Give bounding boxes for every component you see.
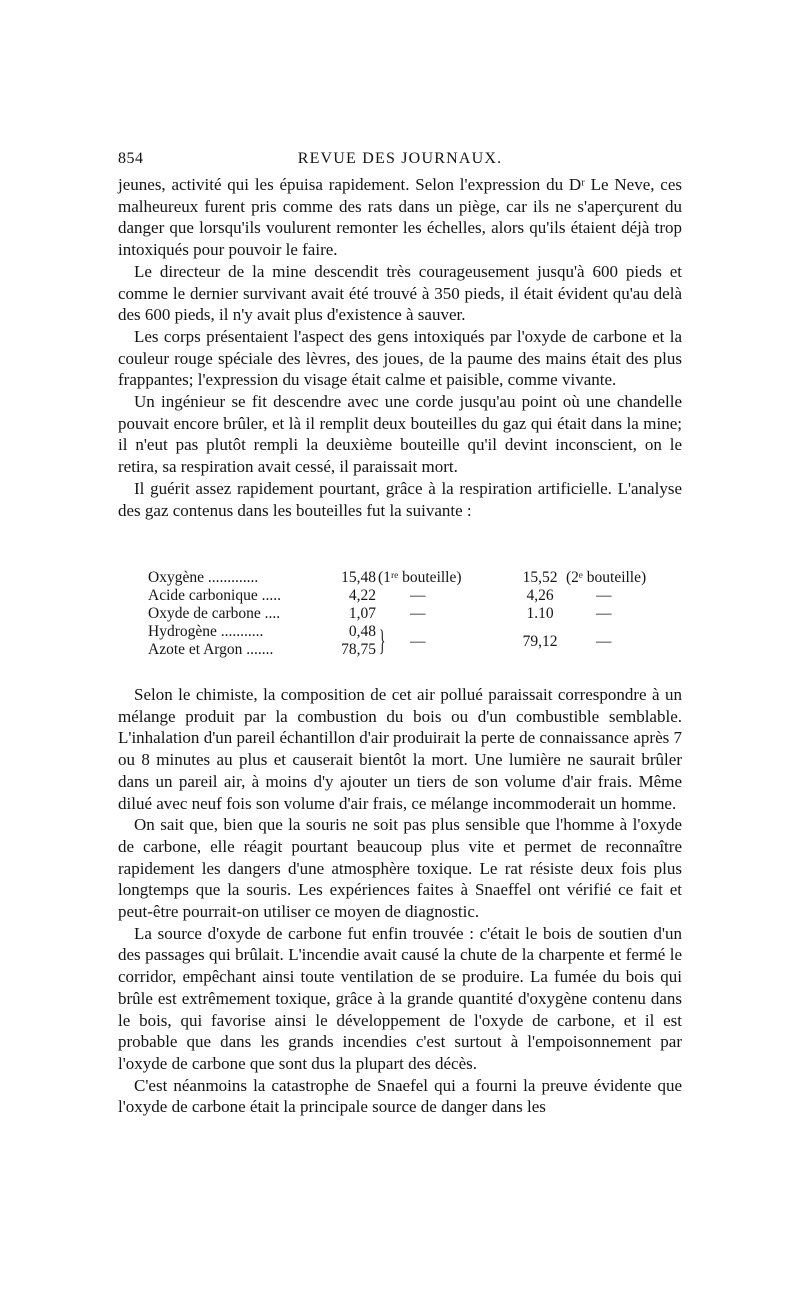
bottle2-note: (2ᵉ bouteille) [566, 569, 647, 586]
bottle2-note: — [596, 605, 612, 622]
paragraph: Les corps présentaient l'aspect des gens intoxiqués par l'oxyde de carbone et la couleur rouge spéciale des lèvres, des joues, de la paume des mains était des plus frappantes; l'expression du visage était calme et paisible, comme vivante. [118, 326, 682, 390]
paragraph: Un ingénieur se fit descendre avec une corde jusqu'au point où une chandelle pouvait encore brûler, et là il remplit deux bouteilles du gaz qui était dans la mine; il n'eut pas plutôt rempli la deuxième bouteille qu'il devint inconscient, on le retira, sa respiration avait cessé, il paraissait mort. [118, 392, 682, 477]
gas-label: Azote et Argon ....... [148, 641, 274, 658]
paragraph: Le directeur de la mine descendit très courageusement jusqu'à 600 pieds et comme le dernier survivant avait été trouvé à 350 pieds, il était évident qu'au delà des 600 pieds, il n'y avait plus d'existence à sauver. [118, 261, 682, 325]
body-text-before-table [118, 174, 682, 521]
table-row [148, 587, 688, 605]
bottle2-value: 15,52 [522, 569, 558, 586]
bottle1-note: — [410, 605, 426, 622]
gas-analysis-table [148, 569, 688, 659]
page-number: 854 [118, 150, 144, 167]
bottle1-note: (1ʳᵉ bouteille) [378, 569, 462, 586]
bottle1-value: 78,75 [341, 641, 376, 658]
gas-label: Hydrogène ........... [148, 623, 264, 640]
bottle1-value: 1,07 [348, 605, 376, 622]
bottle1-value: 15,48 [341, 569, 376, 586]
bottle2-value: 4,26 [526, 587, 554, 604]
paragraph: Il guérit assez rapidement pourtant, grâce à la respiration artificielle. L'analyse des gaz contenus dans les bouteilles fut la suivante : [118, 478, 682, 520]
paragraph: Selon le chimiste, la composition de cet air pollué paraissait correspondre à un mélange produit par la combustion du bois ou d'un combustible semblable. L'inhalation d'un pareil échantillon d'air produirait la perte de connaissance après 7 ou 8 minutes au plus et causerait bientôt la mort. Une lumière ne saurait brûler dans un pareil air, à moins d'y ajouter un tiers de son volume d'air frais. Même dilué avec neuf fois son volume d'air frais, ce mélange incommoderait un homme. [118, 685, 682, 813]
running-title: REVUE DES JOURNAUX. [297, 150, 503, 167]
bottle1-value: 0,48 [348, 623, 376, 640]
merged-bottle2-note: — [596, 633, 612, 650]
paragraph: jeunes, activité qui les épuisa rapidement. Selon l'expression du Dʳ Le Neve, ces malheureux furent pris comme des rats dans un piège, car ils ne s'aperçurent du danger que lorsqu'ils voulurent remonter les échelles, alors qu'ils étaient déjà trop intoxiqués pour pouvoir le faire. [118, 175, 682, 260]
body-text-after-table [118, 684, 682, 1118]
grouping-brace: } [379, 624, 386, 657]
paragraph: La source d'oxyde de carbone fut enfin trouvée : c'était le bois de soutien d'un des passages qui brûlait. L'incendie avait causé la chute de la charpente et fermé le corridor, empêchant ainsi toute ventilation de se produire. La fumée du bois qui brûle est extrêmement toxique, grâce à la grande quantité d'oxygène contenu dans le bois, qui favorise ainsi le développement de l'oxyde de carbone, et il est probable que dans les grands incendies c'est surtout à l'empoisonnement par l'oxyde de carbone que sont dus la plupart des décès. [118, 923, 682, 1073]
bottle1-note: — [410, 587, 426, 604]
paragraph: On sait que, bien que la souris ne soit pas plus sensible que l'homme à l'oxyde de carbone, elle réagit pourtant beaucoup plus vite et permet de reconnaître rapidement les dangers d'une atmosphère toxique. Le rat résiste deux fois plus longtemps que la souris. Les expériences faites à Snaeffel ont vérifié ce fait et peut-être pourrait-on utiliser ce moyen de diagnostic. [118, 815, 682, 922]
gas-label: Oxyde de carbone .... [148, 605, 281, 622]
table-row [148, 605, 688, 623]
gas-label: Oxygène ............. [148, 569, 259, 586]
bottle1-value: 4,22 [348, 587, 376, 604]
table-row [148, 569, 688, 587]
bottle2-value: 1.10 [526, 605, 554, 622]
merged-bottle2-value: 79,12 [522, 633, 558, 650]
page-header [118, 150, 682, 172]
merged-bottle1-note: — [410, 633, 426, 650]
gas-label: Acide carbonique ..... [148, 587, 281, 604]
bottle2-note: — [596, 587, 612, 604]
paragraph: C'est néanmoins la catastrophe de Snaefel qui a fourni la preuve évidente que l'oxyde de carbone était la principale source de danger dans les [118, 1075, 682, 1117]
